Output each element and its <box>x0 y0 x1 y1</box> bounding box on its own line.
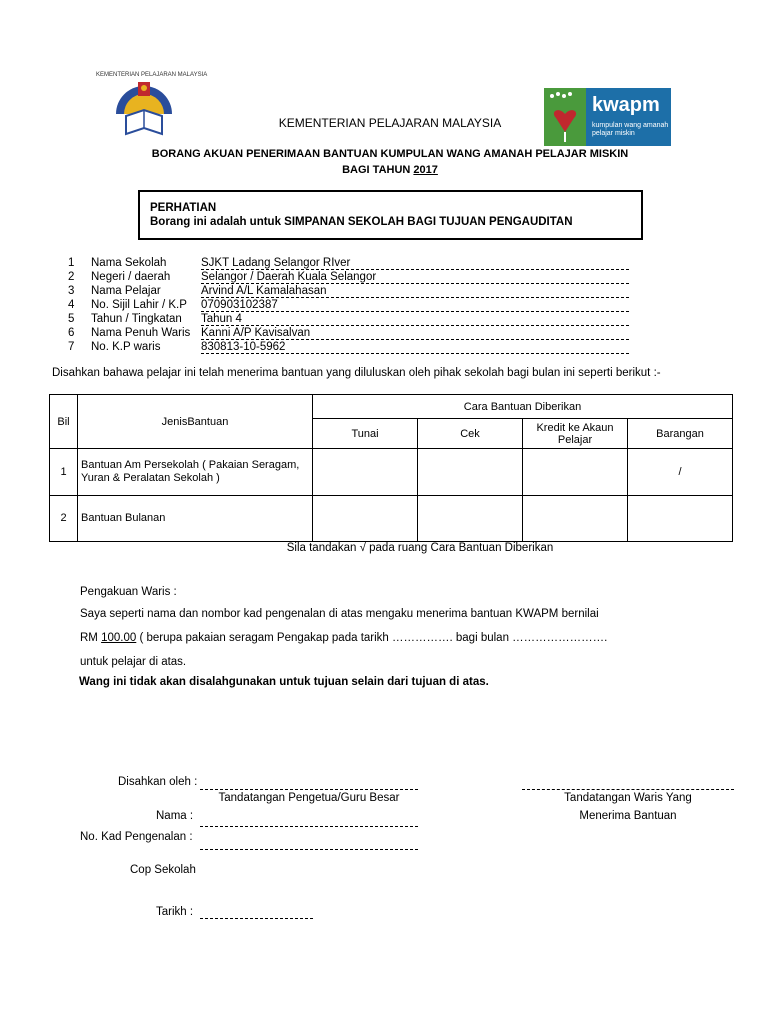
info-value-guardian[interactable]: Kanni A/P Kavisalvan <box>201 326 629 340</box>
table-row <box>50 449 733 495</box>
info-value-birth-cert[interactable]: 070903102387 <box>201 298 629 312</box>
info-no: 3 <box>68 285 75 297</box>
cell-barangan[interactable] <box>628 495 733 541</box>
kwapm-tree-icon <box>544 88 586 146</box>
declaration-heading: Pengakuan Waris : <box>80 586 177 598</box>
guardian-signature-line[interactable] <box>522 778 734 790</box>
kpm-logo <box>96 72 208 156</box>
amount-value[interactable]: 100.00 <box>101 632 137 644</box>
disahkan-label: Disahkan oleh : <box>118 776 198 788</box>
table-row <box>50 495 733 541</box>
info-label: Nama Penuh Waris <box>91 327 191 339</box>
tarikh-label: Tarikh : <box>156 906 194 918</box>
year-prefix: BAGI TAHUN <box>342 164 414 176</box>
guardian-signature-label-1: Tandatangan Waris Yang <box>564 792 692 804</box>
cell-cek[interactable] <box>418 495 523 541</box>
info-no: 6 <box>68 327 75 339</box>
info-label: No. Sijil Lahir / K.P <box>91 299 187 311</box>
sub-col-kredit: Kredit ke Akaun Pelajar <box>523 419 628 449</box>
cell-cek[interactable] <box>418 449 523 495</box>
tarikh-line[interactable] <box>200 907 313 919</box>
row-bil: 1 <box>50 449 78 495</box>
notice-heading: PERHATIAN <box>150 202 217 214</box>
kwapm-logo-subtitle: kumpulan wang amanah pelajar miskin <box>592 122 669 137</box>
info-value-student[interactable]: Arvind A/L Kamalahasan <box>201 284 629 298</box>
form-year-line <box>290 164 490 176</box>
declaration-line1: Saya seperti nama dan nombor kad pengenalan di atas mengaku menerima bantuan KWAPM bernilai <box>80 608 599 620</box>
info-label: Negeri / daerah <box>91 271 171 283</box>
ic-label: No. Kad Pengenalan : <box>80 831 193 843</box>
info-no: 1 <box>68 257 75 269</box>
ic-line[interactable] <box>200 838 418 850</box>
principal-signature-label: Tandatangan Pengetua/Guru Besar <box>218 792 400 804</box>
rm-prefix: RM <box>80 632 102 644</box>
info-no: 7 <box>68 341 75 353</box>
declaration-line2-rest: ( berupa pakaian seragam Pengakap pada tarikh ……………. bagi bulan ……………………. <box>136 632 608 644</box>
notice-text: Borang ini adalah untuk SIMPANAN SEKOLAH BAGI TUJUAN PENGAUDITAN <box>150 216 573 228</box>
ministry-title: KEMENTERIAN PELAJARAN MALAYSIA <box>278 116 502 130</box>
info-value-year[interactable]: Tahun 4 <box>201 312 629 326</box>
aid-table <box>49 394 733 542</box>
info-no: 2 <box>68 271 75 283</box>
kwapm-logo <box>544 88 671 146</box>
sub-col-cek: Cek <box>418 419 523 449</box>
col-header-bil: Bil <box>50 395 78 449</box>
sub-col-barangan: Barangan <box>628 419 733 449</box>
cell-kredit[interactable] <box>523 449 628 495</box>
guardian-signature-label-2: Menerima Bantuan <box>579 810 677 822</box>
cell-tunai[interactable] <box>313 495 418 541</box>
kpm-logo-text: KEMENTERIAN PELAJARAN MALAYSIA <box>96 72 208 78</box>
row-jenis: Bantuan Am Persekolah ( Pakaian Seragam, Yuran & Peralatan Sekolah ) <box>78 449 313 495</box>
declaration-line3: untuk pelajar di atas. <box>80 656 187 668</box>
cell-tunai[interactable] <box>313 449 418 495</box>
sub-col-tunai: Tunai <box>313 419 418 449</box>
info-no: 5 <box>68 313 75 325</box>
notice-box <box>138 190 643 240</box>
info-label: Nama Pelajar <box>91 285 161 297</box>
info-value-school[interactable]: SJKT Ladang Selangor RIver <box>201 256 629 270</box>
info-value-state[interactable]: Selangor / Daerah Kuala Selangor <box>201 270 629 284</box>
kwapm-logo-word: kwapm <box>592 94 660 116</box>
cop-label: Cop Sekolah <box>130 864 196 876</box>
table-note: Sila tandakan √ pada ruang Cara Bantuan Diberikan <box>286 542 554 554</box>
year-value: 2017 <box>413 164 438 176</box>
nama-label: Nama : <box>156 810 194 822</box>
col-header-cara: Cara Bantuan Diberikan <box>313 395 733 419</box>
row-bil: 2 <box>50 495 78 541</box>
info-value-guardian-ic[interactable]: 830813-10-5962 <box>201 340 629 354</box>
info-label: Nama Sekolah <box>91 257 167 269</box>
nama-line[interactable] <box>200 815 418 827</box>
confirm-text: Disahkan bahawa pelajar ini telah menerima bantuan yang diluluskan oleh pihak sekolah bagi bulan ini seperti berikut :- <box>52 367 661 379</box>
declaration-line2 <box>80 632 607 644</box>
col-header-jenis: JenisBantuan <box>78 395 313 449</box>
cell-barangan[interactable]: / <box>628 449 733 495</box>
principal-signature-line[interactable] <box>200 778 418 790</box>
info-no: 4 <box>68 299 75 311</box>
form-title: BORANG AKUAN PENERIMAAN BANTUAN KUMPULAN WANG AMANAH PELAJAR MISKIN <box>151 148 629 160</box>
cell-kredit[interactable] <box>523 495 628 541</box>
info-label: No. K.P waris <box>91 341 161 353</box>
declaration-warning: Wang ini tidak akan disalahgunakan untuk tujuan selain dari tujuan di atas. <box>79 676 489 688</box>
info-label: Tahun / Tingkatan <box>91 313 182 325</box>
row-jenis: Bantuan Bulanan <box>78 495 313 541</box>
